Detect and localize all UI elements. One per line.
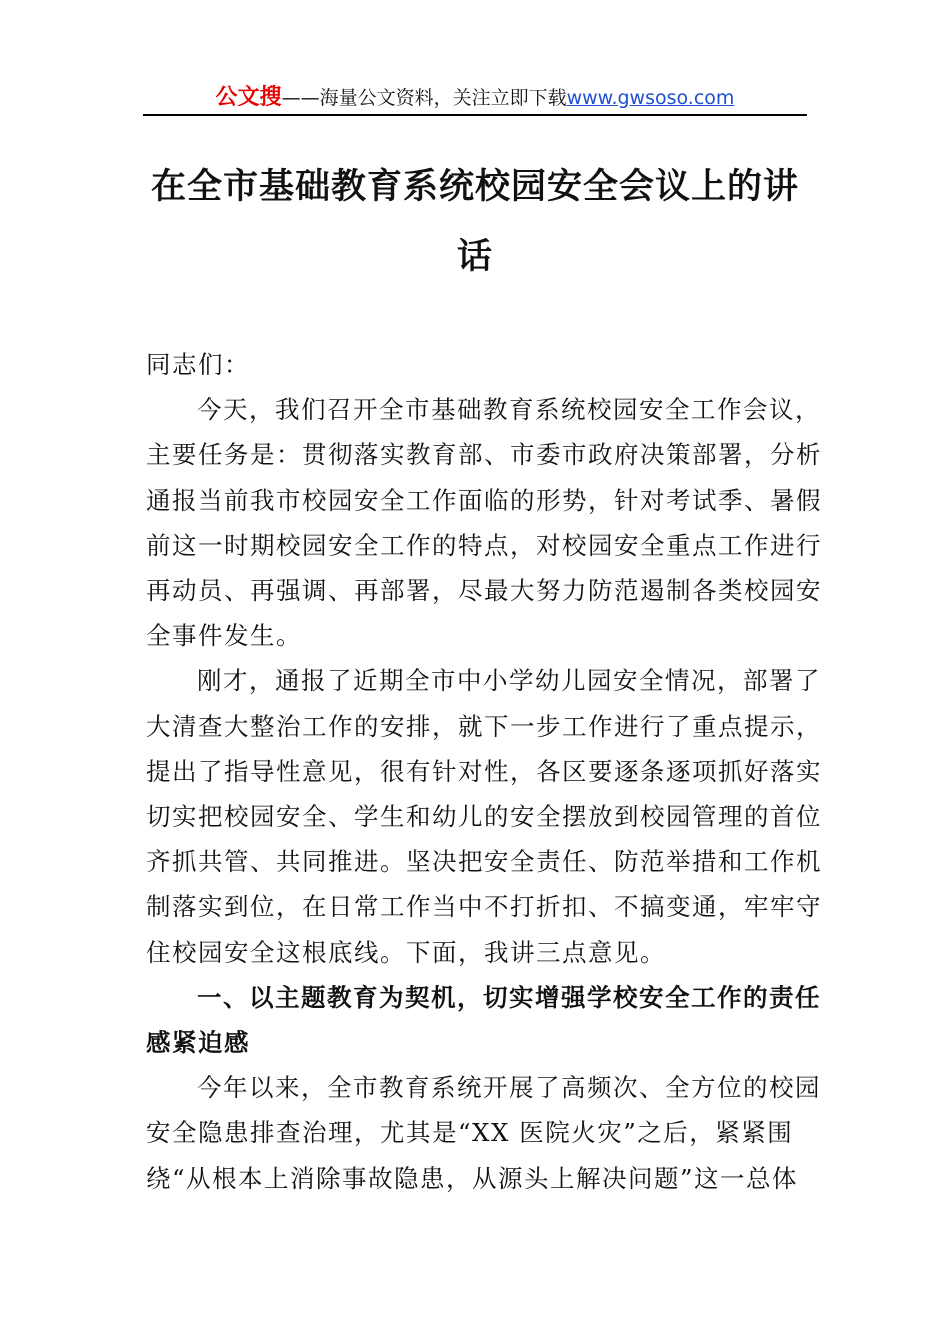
text-line: 提出了指导性意见，很有针对性，各区要逐条逐项抓好落实 [146,756,822,786]
text-line: 通报当前我市校园安全工作面临的形势，针对考试季、暑假 [146,485,822,515]
text-line: 大清查大整治工作的安排，就下一步工作进行了重点提示， [146,711,822,741]
text-line: 制落实到位，在日常工作当中不打折扣、不搞变通，牢牢守 [146,892,822,922]
text-line: 切实把校园安全、学生和幼儿的安全摆放到校园管理的首位 [146,802,822,832]
document-title [143,152,807,292]
text-line: 全事件发生。 [146,621,302,651]
site-banner [143,82,807,114]
title-line: 话 [456,236,493,277]
paragraph-review [146,658,822,974]
text-line: 绕“从根本上消除事故隐患，从源头上解决问题”这一总体 [146,1163,799,1193]
text-line: 住校园安全这根底线。下面，我讲三点意见。 [146,937,666,967]
brand-name: 公文搜 [215,85,282,110]
section-heading-1 [146,975,821,1065]
text-line: 今年以来，全市教育系统开展了高频次、全方位的校园 [197,1073,821,1103]
header-divider [143,114,807,116]
text-line: 今天，我们召开全市基础教育系统校园安全工作会议， [197,395,821,425]
heading-line: 感紧迫感 [146,1028,250,1058]
heading-line: 一、以主题教育为契机，切实增强学校安全工作的责任 [197,982,821,1012]
paragraph-section-1 [146,1065,821,1201]
text-line: 刚才，通报了近期全市中小学幼儿园安全情况，部署了 [197,666,821,696]
banner-slogan: ——海量公文资料，关注立即下载 [281,87,567,109]
salutation: 同志们： [146,350,250,379]
title-line: 在全市基础教育系统校园安全会议上的讲 [150,166,799,207]
paragraph-opening [146,387,822,658]
text-line: 主要任务是：贯彻落实教育部、市委市政府决策部署，分析 [146,440,822,470]
text-line: 再动员、再强调、再部署，尽最大努力防范遏制各类校园安 [146,576,822,606]
site-url-link[interactable]: www.gwsoso.com [566,87,735,109]
text-line: 前这一时期校园安全工作的特点，对校园安全重点工作进行 [146,530,822,560]
document-body [146,342,822,1201]
text-line: 安全隐患排查治理，尤其是“XX 医院火灾”之后，紧紧围 [146,1118,794,1148]
text-line: 齐抓共管、共同推进。坚决把安全责任、防范举措和工作机 [146,847,822,877]
